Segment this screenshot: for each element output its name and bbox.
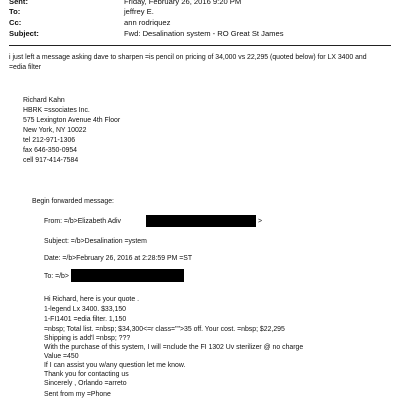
- quote-line: Shipping is add'l =nbsp; ???: [44, 335, 131, 342]
- forward-from-tail: >: [258, 218, 263, 225]
- subject-value: Fwd: Desalination system - RO Great St James: [124, 29, 284, 38]
- quote-line: 1-FI1401 =edia filter. 1,150: [44, 316, 127, 323]
- forward-begin: Begin forwarded message:: [32, 198, 114, 205]
- redaction-box: [146, 215, 256, 227]
- quote-line: Thank you for contacting us: [44, 371, 129, 378]
- forward-date: Date: =/b>February 26, 2016 at 2:28:59 PM =ST: [44, 255, 193, 262]
- forward-from: From: =/b>Elizabeth Adiv: [44, 218, 121, 225]
- subject-label: Subject:: [9, 29, 39, 38]
- quote-line: Sincerely , Orlando =arreto: [44, 380, 127, 387]
- cc-label: Cc:: [9, 18, 22, 27]
- quote-line: If I can assist you w/any question let me know.: [44, 362, 186, 369]
- signature-company: HBRK =ssociates Inc.: [23, 107, 90, 114]
- body-line-1: i just left a message asking dave to sharpen =is pencil on pricing of 34,000 vs 22,295 (quoted below) for LX 3400 and: [9, 54, 367, 61]
- sent-label: Sent:: [9, 0, 28, 6]
- body-line-2: =edia filter: [9, 64, 41, 71]
- quote-line: Value =450: [44, 353, 79, 360]
- to-label: To:: [9, 7, 21, 16]
- to-value: jeffrey E.: [124, 7, 154, 16]
- signature-address: 575 Lexington Avenue 4th Floor: [23, 117, 121, 124]
- quote-line: With the purchase of this system, I will =nclude the FI 1302 Uv sterilizer @ no charge: [44, 344, 304, 351]
- forward-subject: Subject: =/b>Desalination =ystem: [44, 238, 147, 245]
- cc-value: ann rodriquez: [124, 18, 171, 27]
- signature-tel: tel 212-971-1306: [23, 137, 76, 144]
- signature-name: Richard Kahn: [23, 97, 65, 104]
- quote-line: Sent from my =Phone: [44, 391, 111, 398]
- signature-cell: cell 917-414-7584: [23, 157, 79, 164]
- quote-line: =nbsp; Total list. =nbsp; $34,300<=r class="">35 off. Your cost. =nbsp; $22,295: [44, 326, 285, 333]
- quote-line: 1-legend Lx 3400. $33,150: [44, 306, 126, 313]
- forward-to: To: =/b>: [44, 273, 69, 280]
- header-divider: [9, 45, 391, 46]
- redaction-box: [71, 269, 184, 282]
- sent-value: Friday, February 26, 2016 9:20 PM: [124, 0, 242, 6]
- quote-line: Hi Richard, here is your quote .: [44, 296, 139, 303]
- signature-city: New York, NY 10022: [23, 127, 87, 134]
- signature-fax: fax 646-350-0954: [23, 147, 78, 154]
